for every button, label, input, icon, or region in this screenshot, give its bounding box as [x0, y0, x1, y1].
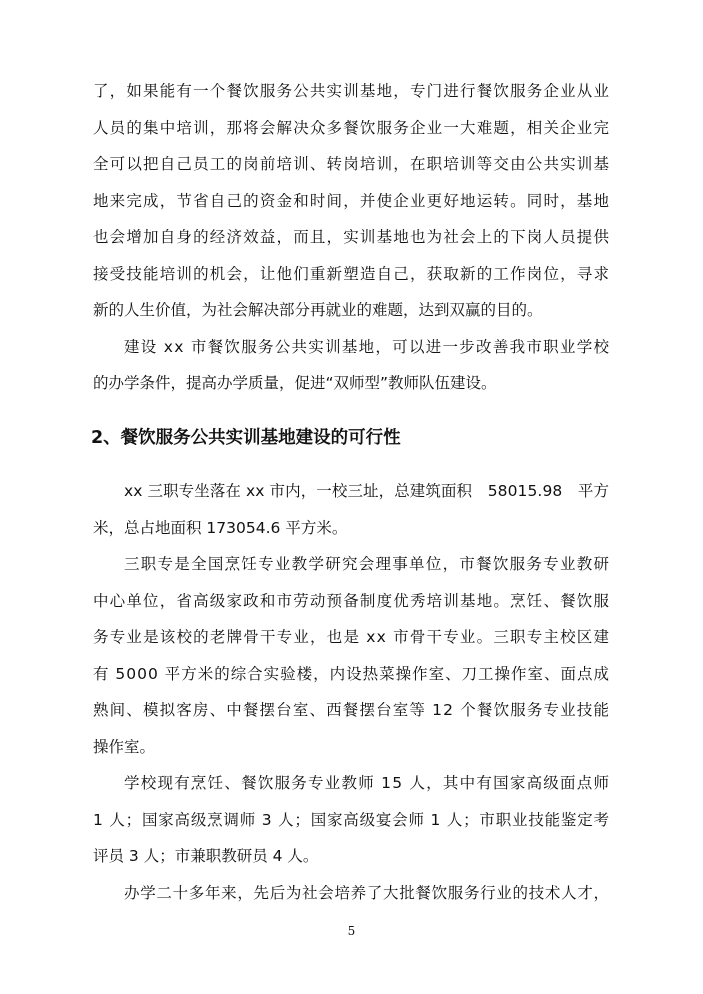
section-heading: 2、餐饮服务公共实训基地建设的可行性 — [91, 428, 401, 448]
text-line: 1 人；国家高级烹调师 3 人；国家高级宴会师 1 人；市职业技能鉴定考 — [93, 811, 610, 829]
text-line: 人员的集中培训，那将会解决众多餐饮服务企业一大难题，相关企业完 — [93, 119, 611, 137]
text-line: 务专业是该校的老牌骨干专业，也是 xx 市骨干专业。三职专主校区建 — [93, 628, 611, 646]
text-line: 中心单位，省高级家政和市劳动预备制度优秀培训基地。烹饪、餐饮服 — [93, 592, 611, 610]
text-line: 操作室。 — [93, 738, 156, 756]
text-line: 有 5000 平方米的综合实验楼，内设热菜操作室、刀工操作室、面点成 — [93, 665, 610, 683]
text-line: 学校现有烹饪、餐饮服务专业教师 15 人，其中有国家高级面点师 — [124, 774, 611, 792]
page-number: 5 — [347, 924, 356, 938]
text-line: 了，如果能有一个餐饮服务公共实训基地，专门进行餐饮服务企业从业 — [93, 82, 611, 100]
text-line: 也会增加自身的经济效益，而且，实训基地也为社会上的下岗人员提供 — [93, 228, 611, 246]
text-line: 接受技能培训的机会，让他们重新塑造自己，获取新的工作岗位，寻求 — [93, 265, 611, 283]
text-line: 评员 3 人；市兼职教研员 4 人。 — [93, 847, 319, 865]
text-line: 的办学条件，提高办学质量，促进“双师型”教师队伍建设。 — [93, 374, 497, 392]
text-line: 办学二十多年来，先后为社会培养了大批餐饮服务行业的技术人才， — [124, 884, 610, 902]
text-line: 三职专是全国烹饪专业教学研究会理事单位，市餐饮服务专业教研 — [124, 555, 611, 573]
text-line: 全可以把自己员工的岗前培训、转岗培训，在职培训等交由公共实训基 — [93, 155, 611, 173]
text-line: 建设 xx 市餐饮服务公共实训基地，可以进一步改善我市职业学校 — [124, 338, 611, 356]
text-line: 米，总占地面积 173054.6 平方米。 — [93, 519, 348, 537]
text-line: 地来完成，节省自己的资金和时间，并使企业更好地运转。同时，基地 — [93, 192, 611, 210]
text-line: 熟间、模拟客房、中餐摆台室、西餐摆台室等 12 个餐饮服务专业技能 — [93, 701, 611, 719]
text-line: xx 三职专坐落在 xx 市内，一校三址，总建筑面积 58015.98 平方 — [124, 482, 610, 500]
text-line: 新的人生价值，为社会解决部分再就业的难题，达到双赢的目的。 — [93, 301, 543, 319]
